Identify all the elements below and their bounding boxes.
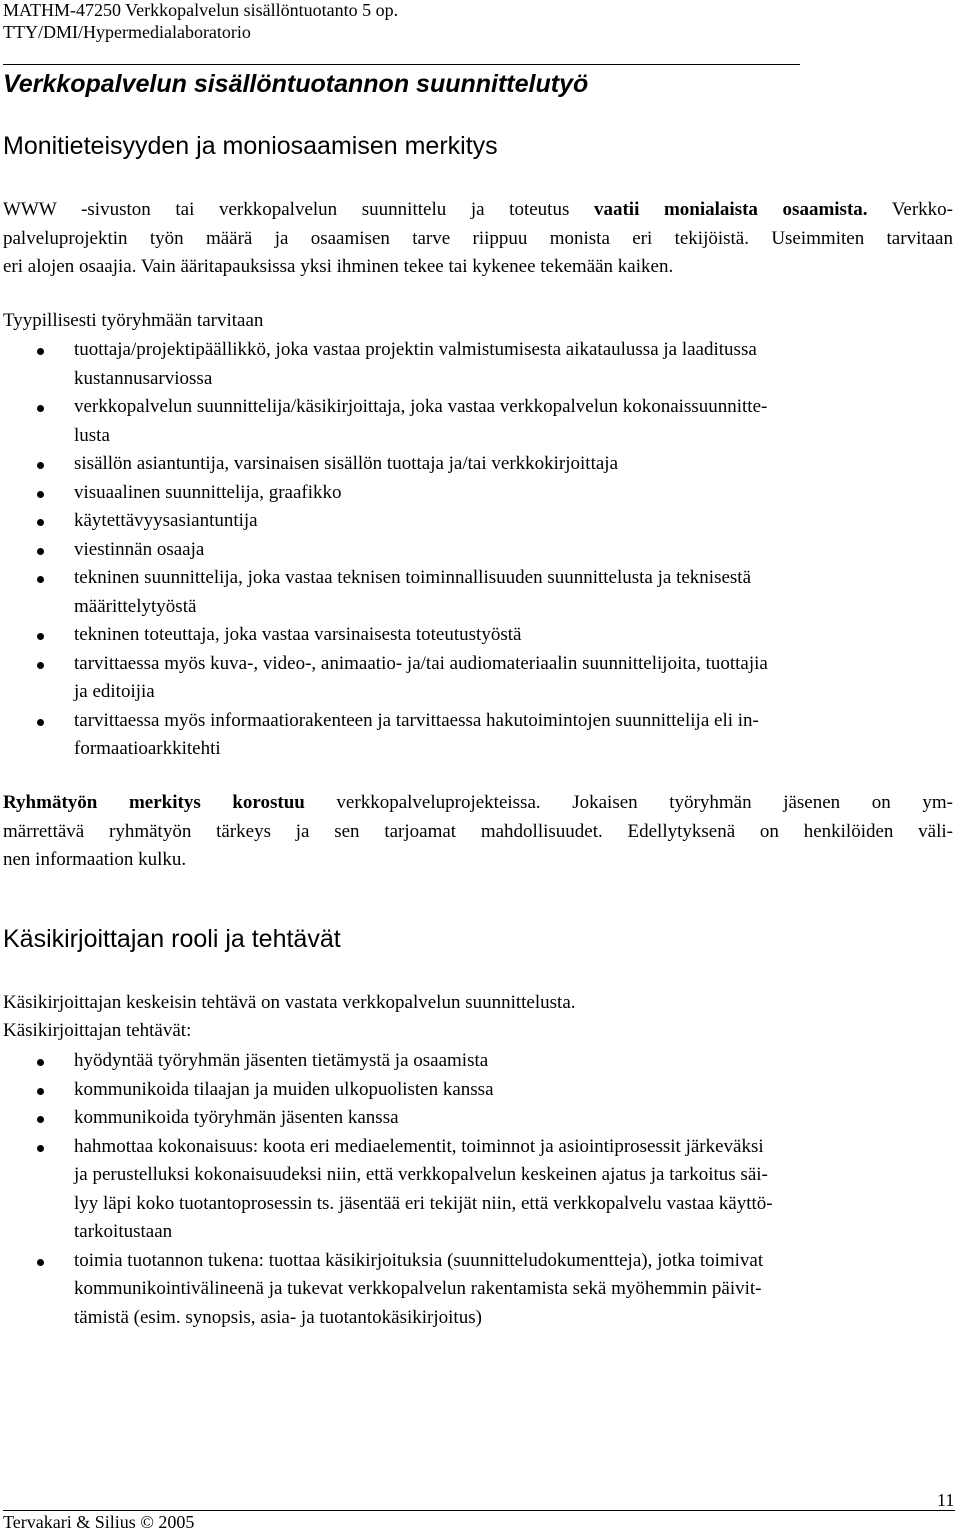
- intro-paragraph: [3, 196, 953, 282]
- bullet-icon: [37, 662, 44, 669]
- bullet-icon: [37, 1088, 44, 1095]
- teamwork-emphasis: Ryhmätyön merkitys korostuu: [3, 792, 305, 813]
- role-item: [0, 336, 955, 393]
- role-item: [0, 621, 955, 650]
- task-item-text-line: hyödyntää työryhmän jäsenten tietämystä ja osaamista: [74, 1050, 489, 1071]
- page-title: Verkkopalvelun sisällöntuotannon suunnittelutyö: [3, 70, 589, 98]
- intro-emphasis: vaatii monialaista osaamista.: [593, 199, 868, 220]
- task-item-text-line: hahmottaa kokonaisuus: koota eri mediaelementit, toiminnot ja asiointiprosessit järkeväksi: [74, 1135, 764, 1157]
- intro-line-3: eri alojen osaajia. Vain ääritapauksissa yksi ihminen tekee tai kykenee tekemään kaiken.: [3, 256, 674, 277]
- bullet-icon: [37, 719, 44, 726]
- role-item-text-line: tekninen toteuttaja, joka vastaa varsinaisesta toteutustyöstä: [74, 624, 522, 645]
- task-item: [0, 1047, 955, 1076]
- bullet-icon: [37, 491, 44, 498]
- bullet-icon: [37, 576, 44, 583]
- roles-list: [0, 336, 955, 764]
- task-item-text-line: lyy läpi koko tuotantoprosessin ts. jäsentää eri tekijät niin, että verkkopalvelu vastaa käyttö-: [74, 1192, 773, 1214]
- role-item-text-line: tuottaja/projektipäällikkö, joka vastaa projektin valmistumisesta aikataulussa ja laaditussa: [74, 339, 757, 360]
- task-item-text-line: kommunikoida työryhmän jäsenten kanssa: [74, 1107, 399, 1128]
- intro-line-1: WWW -sivuston tai verkkopalvelun suunnittelu ja toteutus vaatii monialaista osaamista. Verkko-: [3, 199, 954, 220]
- bullet-icon: [37, 1116, 44, 1123]
- role-item-text-line: määrittelytyöstä: [74, 595, 197, 617]
- bullet-icon: [37, 348, 44, 355]
- intro-line-2: palveluprojektin työn määrä ja osaamisen tarve riippuu monista eri tekijöistä. Useimmiten tarvitaan: [3, 227, 953, 249]
- footer-authors: Tervakari & Silius © 2005: [3, 1512, 195, 1532]
- role-item: [0, 479, 955, 508]
- bullet-icon: [37, 462, 44, 469]
- footer-divider: [3, 1510, 955, 1511]
- roles-list-intro: Tyypillisesti työryhmään tarvitaan: [3, 310, 264, 331]
- role-item-text-line: sisällön asiantuntija, varsinaisen sisällön tuottaja ja/tai verkkokirjoittaja: [74, 453, 619, 474]
- role-item: [0, 507, 955, 536]
- role-item-text-line: formaatioarkkitehti: [74, 738, 221, 759]
- scriptwriter-main-task: Käsikirjoittajan keskeisin tehtävä on vastata verkkopalvelun suunnittelusta.: [3, 992, 576, 1013]
- scriptwriter-tasks-intro: Käsikirjoittajan tehtävät:: [3, 1020, 192, 1041]
- task-item: [0, 1104, 955, 1133]
- role-item: [0, 536, 955, 565]
- page-number: 11: [937, 1490, 955, 1510]
- task-item-text-line: tämistä (esim. synopsis, asia- ja tuotantokäsikirjoitus): [74, 1306, 482, 1328]
- bullet-icon: [37, 1059, 44, 1066]
- role-item: [0, 393, 955, 450]
- section-heading-multidisciplinary: Monitieteisyyden ja moniosaamisen merkitys: [3, 132, 498, 160]
- tasks-list: [0, 1047, 955, 1332]
- bullet-icon: [37, 1259, 44, 1266]
- role-item-text-line: lusta: [74, 424, 110, 446]
- teamwork-line-1: Ryhmätyön merkitys korostuu verkkopalveluprojekteissa. Jokaisen työryhmän jäsenen on ym-: [3, 792, 953, 813]
- role-item-text-line: tarvittaessa myös informaatiorakenteen ja tarvittaessa hakutoimintojen suunnittelija eli in-: [74, 709, 759, 731]
- role-item-text-line: verkkopalvelun suunnittelija/käsikirjoittaja, joka vastaa verkkopalvelun kokonaissuunnitte-: [74, 396, 768, 417]
- role-item: [0, 707, 955, 764]
- header-divider: [3, 64, 800, 65]
- bullet-icon: [37, 405, 44, 412]
- teamwork-line-2: märrettävä ryhmätyön tärkeys ja sen tarjoamat mahdollisuudet. Edellytyksenä on henkilöiden väli-: [3, 820, 953, 842]
- role-item: [0, 650, 955, 707]
- role-item-text-line: kustannusarviossa: [74, 367, 213, 389]
- task-item-text-line: kommunikoida tilaajan ja muiden ulkopuolisten kanssa: [74, 1078, 494, 1100]
- role-item-text-line: visuaalinen suunnittelija, graafikko: [74, 481, 342, 503]
- task-item: [0, 1133, 955, 1247]
- section-heading-scriptwriter: Käsikirjoittajan rooli ja tehtävät: [3, 925, 341, 953]
- role-item-text-line: viestinnän osaaja: [74, 538, 205, 560]
- role-item-text-line: käytettävyysasiantuntija: [74, 510, 258, 531]
- task-item-text-line: tarkoitustaan: [74, 1221, 173, 1242]
- task-item: [0, 1076, 955, 1105]
- task-item-text-line: kommunikointivälineenä ja tukevat verkkopalvelun rakentamista sekä myöhemmin päivit-: [74, 1278, 762, 1299]
- teamwork-paragraph: [3, 789, 953, 875]
- header-course: MATHM-47250 Verkkopalvelun sisällöntuotanto 5 op.: [3, 0, 399, 20]
- role-item: [0, 564, 955, 621]
- task-item-text-line: ja perustelluksi kokonaisuudeksi niin, että verkkopalvelun keskeinen ajatus ja tarkoitus säi-: [74, 1164, 768, 1185]
- role-item-text-line: ja editoijia: [74, 681, 155, 702]
- header-department: TTY/DMI/Hypermedialaboratorio: [3, 22, 251, 42]
- role-item: [0, 450, 955, 479]
- role-item-text-line: tarvittaessa myös kuva-, video-, animaatio- ja/tai audiomateriaalin suunnittelijoita, tuottajia: [74, 652, 768, 674]
- bullet-icon: [37, 519, 44, 526]
- role-item-text-line: tekninen suunnittelija, joka vastaa teknisen toiminnallisuuden suunnittelusta ja teknisestä: [74, 567, 752, 588]
- bullet-icon: [37, 1145, 44, 1152]
- task-item: [0, 1247, 955, 1333]
- teamwork-line-3: nen informaation kulku.: [3, 849, 187, 870]
- bullet-icon: [37, 633, 44, 640]
- bullet-icon: [37, 548, 44, 555]
- task-item-text-line: toimia tuotannon tukena: tuottaa käsikirjoituksia (suunnitteludokumentteja), jotka toimivat: [74, 1249, 764, 1271]
